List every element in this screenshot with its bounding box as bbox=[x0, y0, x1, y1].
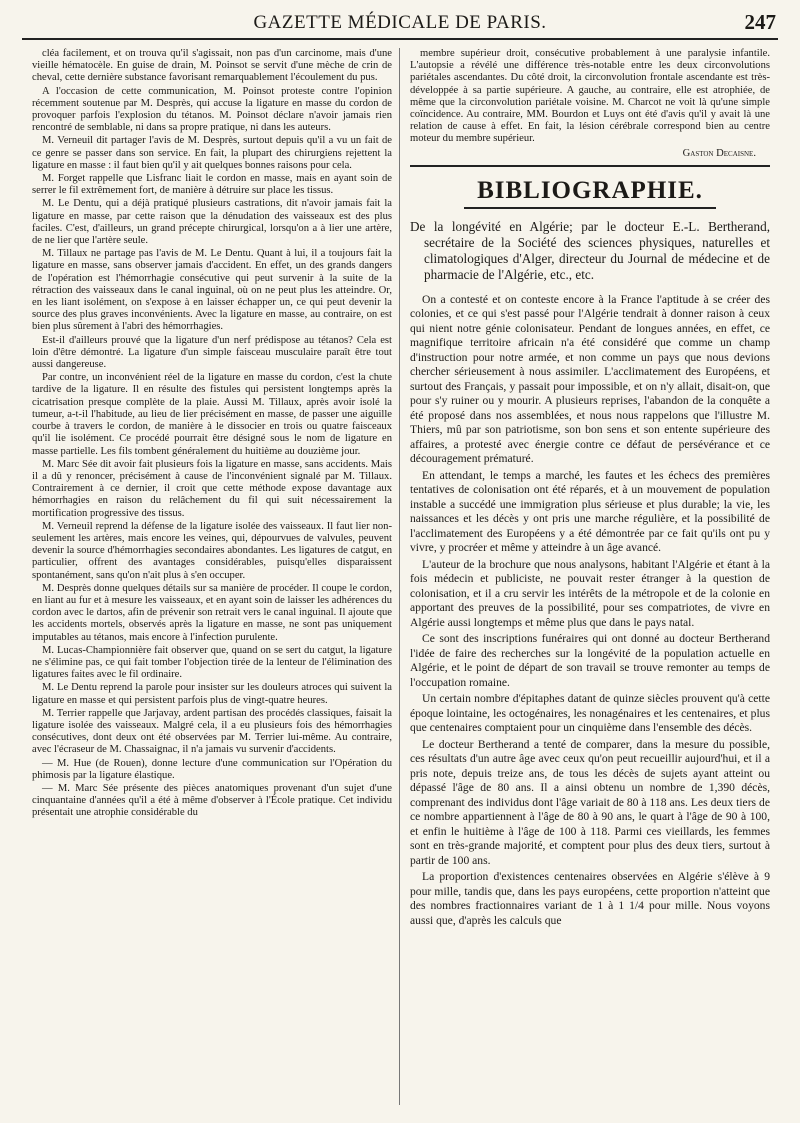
paragraph: Par contre, un inconvénient réel de la ligature en masse du cordon, c'est la chute tardive de la ligature. Il en résulte des fistules qui persistent longtemps après la cicatrisation presque complète de la plaie. Aussi M. Tillaux, après avoir isolé la tumeur, a-t-il l'habitude, au lieu de lier précisément en masse, de passer une aiguille courbe à travers le cordon, de manière à le dissocier en trois ou quatre faisceaux qu'il lie isolément. Ce procédé pourrait être désigné sous le nom de ligature en masse partielle. Les fils tombent généralement du huitième au douzième jour. bbox=[32, 372, 392, 457]
paragraph: cléa facilement, et on trouva qu'il s'agissait, non pas d'un carcinome, mais d'une vieille hématocèle. En guise de drain, M. Poinsot se servit d'une mèche de crin de cheval, cette dernière substance favorisant remarquablement l'écoulement du pus. bbox=[32, 48, 392, 84]
paragraph: M. Marc Sée dit avoir fait plusieurs fois la ligature en masse, sans accidents. Mais il a dû y renoncer, précisément à cause de l'inconvénient signalé par M. Tillaux. Contrairement à ce dernier, il croit que cette méthode expose davantage aux hémorrhagies en raison du relâchement du fil qui suit nécessairement la mortification progressive des tissus. bbox=[32, 458, 392, 519]
journal-title: GAZETTE MÉDICALE DE PARIS. bbox=[253, 12, 547, 33]
paragraph: On a contesté et on conteste encore à la France l'aptitude à se créer des colonies, et ce qui s'est passé pour l'Algérie tendrait à donner raison à ceux qui nient notre génie colonisateur. Pendant de longues années, en effet, ce magnifique territoire africain n'a été considéré que comme un champ d'instruction pour notre armée, et non comme un pays que nous devions chercher sérieusement à nous assimiler. L'acclimatement des Européens, et surtout des Français, y passait pour impossible, et on n'y allait, disait-on, que pour s'y ruiner ou y mourir. A plusieurs reprises, l'abandon de la conquête a été proposé dans nos assemblées, et nous nous rappelons que l'illustre M. Thiers, mû par son patriotisme, son bon sens et son entente supérieure des affaires, a protesté avec énergie contre ce défaut de persévérance et ce découragement prématuré. bbox=[410, 292, 770, 466]
paragraph: A l'occasion de cette communication, M. Poinsot proteste contre l'opinion récemment soutenue par M. Desprès, qui accuse la ligature en masse du cordon de provoquer parfois l'explosion du tétanos. M. Poinsot déclare n'avoir jamais rien rencontré de semblable, ni dans sa propre pratique, ni dans les auteurs. bbox=[32, 85, 392, 134]
paragraph: M. Lucas-Championnière fait observer que, quand on se sert du catgut, la ligature ne s'élimine pas, ce qui fait tomber l'objection tirée de la lenteur de l'élimination des ligatures faites avec le fil ordinaire. bbox=[32, 644, 392, 681]
paragraph: M. Forget rappelle que Lisfranc liait le cordon en masse, mais en ayant soin de serrer le fil extrêmement fort, de manière à détruire sur place les tissus. bbox=[32, 173, 392, 197]
book-citation: De la longévité en Algérie; par le docteur E.-L. Bertherand, secrétaire de la Société des sciences physiques, naturelles et climatologiques d'Alger, directeur du Journal de médecine et de pharmacie de l'Algérie, etc., etc. bbox=[410, 218, 770, 282]
paragraph: M. Tillaux ne partage pas l'avis de M. Le Dentu. Quant à lui, il a toujours fait la ligature en masse, sans observer jamais d'accident. En effet, un des grands dangers de l'opération est l'hémorrhagie consécutive qui peut survenir à la suite de la rétraction des vaisseaux dans le canal inguinal, où on ne peut plus les atteindre. Or, en les liant isolément, on s'expose à en laisser échapper un, ce qui peut devenir la source des plus graves inconvénients. Avec la ligature en masse, au contraire, on est bien plus sûrement à l'abri des hémorrhagies. bbox=[32, 248, 392, 333]
section-rule bbox=[410, 165, 770, 167]
paragraph: La proportion d'existences centenaires observées en Algérie s'élève à 9 pour mille, tandis que, dans les pays européens, cette proportion n'atteint que des nombres fractionnaires variant de 1 à 1 1/4 pour mille. Nous voyons aussi que, d'après les calculs que bbox=[410, 870, 770, 927]
paragraph: M. Le Dentu reprend la parole pour insister sur les douleurs atroces qui suivent la ligature en masse et qui persistent parfois plus de vingt-quatre heures. bbox=[32, 682, 392, 706]
book-entry bbox=[410, 219, 770, 283]
paragraph: Le docteur Bertherand a tenté de comparer, dans la mesure du possible, ces résultats d'un autre âge avec ceux qu'on peut recueillir aujourd'hui, et il a pris note, depuis treize ans, de tous les décès de sujets ayant atteint ou dépassé l'âge de 80 ans. Il a ainsi obtenu un nombre de 1,390 décès, comprenant des individus dont l'âge variait de 80 à 118 ans. Les deux tiers de ce nombre appartiennent à l'âge de 80 à 90 ans, le quart à l'âge de 90 à 100, et enfin le huitième à l'âge de 100 à 118. Parmi ces vieillards, les femmes sont en très-grande majorité, et comptent pour plus des deux tiers, surtout à partir de 100 ans. bbox=[410, 737, 770, 867]
paragraph: — M. Hue (de Rouen), donne lecture d'une communication sur l'Opération du phimosis par la ligature élastique. bbox=[32, 757, 392, 781]
paragraph: M. Verneuil dit partager l'avis de M. Desprès, surtout depuis qu'il a vu un fait de ce genre se passer dans son service. En fait, la plupart des chirurgiens rejettent la ligature en masse : il faut bien qu'il y ait quelques bonnes raisons pour cela. bbox=[32, 135, 392, 171]
paragraph: L'auteur de la brochure que nous analysons, habitant l'Algérie et étant à la fois médecin et publiciste, ne pouvait rester étranger à la question de colonisation, et il a cru servir les intérêts de la métropole et de la colonie en apportant des preuves de la possibilité, pour ses compatriotes, de vivre en Algérie aussi longtemps et même plus que dans le pays natal. bbox=[410, 557, 770, 629]
column-divider bbox=[399, 48, 400, 1105]
continued-paragraph: membre supérieur droit, consécutive probablement à une paralysie infantile. L'autopsie a révélé une différence très-notable entre les deux circonvolutions pariétales ascendantes. Du côté droit, la circonvolution frontale ascendante est très-développée à sa partie supérieure. A gauche, au contraire, elle est atrophiée, de même que la circonvolution pariétale voisine. M. Charcot ne voit là qu'une simple coïncidence. Au contraire, MM. Bourdon et Luys ont été d'avis qu'il y avait là une relation de cause à effet. En fait, la lésion cérébrale correspond bien au centre moteur du membre supérieur. bbox=[410, 48, 770, 145]
paragraph: Est-il d'ailleurs prouvé que la ligature d'un nerf prédispose au tétanos? Cela est loin d'être démontré. La ligature d'un simple faisceau musculaire paraît être tout aussi dangereuse. bbox=[32, 334, 392, 371]
right-column bbox=[410, 48, 770, 1105]
page-number: 247 bbox=[744, 10, 776, 34]
paragraph: M. Terrier rappelle que Jarjavay, ardent partisan des procédés classiques, faisait la ligature isolée des vaisseaux. Malgré cela, il a eu plusieurs fois des hémorrhagies consécutives, dont deux ont été observées par M. Terrier lui-même. Au contraire, avec l'écraseur de M. Chassaignac, il n'a jamais vu survenir d'accidents. bbox=[32, 707, 392, 756]
paragraph: Un certain nombre d'épitaphes datant de quinze siècles prouvent qu'à cette époque lointaine, les octogénaires, les nonagénaires et les centenaires, et plus que centenaires comptaient pour un cinquième dans l'ensemble des décès. bbox=[410, 692, 770, 735]
paragraph: Ce sont des inscriptions funéraires qui ont donné au docteur Bertherand l'idée de faire des recherches sur la longévité de la population actuelle en Algérie, et le point de départ de son travail se trouve remonter au temps de l'occupation romaine. bbox=[410, 632, 770, 689]
paragraph: M. Verneuil reprend la défense de la ligature isolée des vaisseaux. Il faut lier non-seulement les artères, mais encore les veines, qui, dépourvues de valvules, peuvent devenir la source d'hémorrhagies secondaires abondantes. Les ligatures de catgut, en particulier, offrent des avantages considérables, puisqu'elles disparaissent spontanément, sans qu'on n'ait plus à s'en occuper. bbox=[32, 520, 392, 581]
section-title: BIBLIOGRAPHIE. bbox=[464, 177, 716, 209]
paragraph: M. Le Dentu, qui a déjà pratiqué plusieurs castrations, dit n'avoir jamais fait la ligature en masse, par cette raison que la dénudation des vaisseaux est des plus faciles. C'est, d'ailleurs, un grand précepte chirurgical, lorsqu'on a à lier une artère, de ne lier que l'artère seule. bbox=[32, 198, 392, 247]
left-column bbox=[32, 48, 392, 1105]
paragraph: — M. Marc Sée présente des pièces anatomiques provenant d'un sujet d'une cinquantaine d'années qu'il a été à même d'observer à l'École pratique. Cet individu présentait une atrophie considérable du bbox=[32, 782, 392, 819]
page-header bbox=[22, 8, 778, 40]
author-signature: Gaston Decaisne. bbox=[682, 147, 756, 159]
review-body bbox=[410, 293, 770, 929]
paragraph: En attendant, le temps a marché, les fautes et les échecs des premières tentatives de colonisation ont été réparés, et à un mouvement de population instable a succédé une immigration plus sérieuse et plus durable; la vie, les naissances et les décès y ont pris une marche régulière, et la possibilité de l'acclimatement des Européens y a été démontrée par ce fait qu'ils ont pu y vivre, y procréer et même y atteindre à un âge avancé. bbox=[410, 468, 770, 555]
paragraph: M. Desprès donne quelques détails sur sa manière de procéder. Il coupe le cordon, en liant au fur et à mesure les vaisseaux, et en ayant soin de laisser les adhérences du cordon avec le dartos, afin de prévenir son retrait vers le canal inguinal. Il ajoute que les accidents mortels, observés après la ligature en masse, ne sont pas uniquement imputables au tétanos, mais encore à l'infection purulente. bbox=[32, 582, 392, 643]
